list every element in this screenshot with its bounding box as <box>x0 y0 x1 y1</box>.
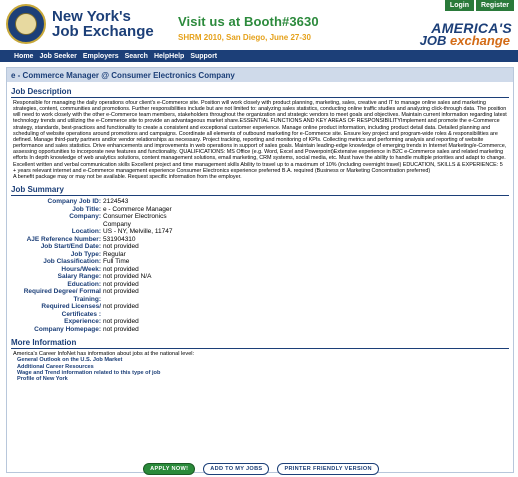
register-link[interactable]: Register <box>476 0 514 11</box>
summary-row: Experience: not provided <box>64 318 139 326</box>
add-to-my-jobs-button[interactable]: ADD TO MY JOBS <box>203 463 269 475</box>
summary-row: Required Degree/ Formal Training: not provided <box>23 288 139 303</box>
summary-row: Company Homepage: not provided <box>34 325 139 333</box>
summary-row: Job Start/End Date: not provided <box>40 243 139 251</box>
more-info <box>7 351 513 382</box>
americas-job-exchange-logo[interactable] <box>392 20 512 46</box>
job-title: e - Commerce Manager @ Consumer Electronics Company <box>11 70 235 80</box>
summary-row: Job Type: Regular <box>70 250 126 258</box>
nav-search[interactable]: Search <box>124 52 148 60</box>
site-header <box>0 0 518 50</box>
partner-logo-top: AMERICA'S <box>431 20 512 36</box>
nav-support[interactable]: Support <box>190 52 218 60</box>
summary-row: AJE Reference Number: 531904310 <box>26 235 136 243</box>
brand-line1: New York's <box>52 8 131 25</box>
printer-friendly-button[interactable]: PRINTER FRIENDLY VERSION <box>277 463 378 475</box>
ny-state-seal-icon <box>6 4 46 44</box>
nav-help[interactable]: HelpHelp <box>153 52 185 60</box>
divider <box>11 348 509 349</box>
login-bar <box>445 0 514 11</box>
link-wage-trend[interactable]: Wage and Trend information related to this type of job <box>17 369 161 376</box>
promo-title[interactable]: Visit us at Booth#3630 <box>178 14 319 29</box>
nav-job-seeker[interactable]: Job Seeker <box>39 52 77 60</box>
summary-row: Education: not provided <box>67 280 139 288</box>
description-heading: Job Description <box>11 87 72 96</box>
job-summary-table <box>11 198 187 333</box>
summary-row: Required Licenses/ Certificates : not provided <box>41 303 139 318</box>
summary-row: Hours/Week: not provided <box>61 265 139 273</box>
link-general-outlook[interactable]: General Outlook on the U.S. Job Market <box>17 357 123 364</box>
apply-now-button[interactable]: APPLY NOW! <box>143 463 195 475</box>
summary-row: Company Job ID: 2124543 <box>47 198 129 206</box>
summary-row: Job Classification: Full Time <box>43 258 130 266</box>
summary-row: Company: Consumer Electronics Company <box>69 213 167 228</box>
description-text: Responsible for managing the daily operations ofour client's e-Commerce site. Position will work closely with product planning, marketing, sales, creative and IT to manage online sales and marketing strategies, content, communities and promotions. Further responsibilities include but are not limited to: analyzing sales statistics, conducting online traffic studies and analyzing click-through data. The position will need to work closely with the other e-Commerce team members, stakeholders throughout the organization and strategic vendors to meet goals and objectives. Maintain current information regarding latest technology trends and utilizing the e-Commerce site to provide an advantageous market share.ESSENTIAL FUNCTIONS AND KEY AREAS OF RESPONSIBILITYImplement and promote the e-Commerce strategy, standards, best-practices and functionality to create a consistent and exceptional customer experience. Manage online product information, including product detail data. Detailed planning and scheduling of website operations around promotions and campaigns. Coordinate all elements of outbound marketing for e-Commerce site. Ensure key project and program-wide roles & responsibilities are defined. Manage third-party partners and/or vendor relationships as necessary. Project tracking, reporting and monitoring of KPIs. Collecting metrics and performing analysis and reporting of website performance and sales statistics. Drive enhancements and improvements in web operations in support of sales goals. Maintain leading-edge knowledge of emerging trends in Internet Marketing/e-Commerce, assessing opportunities to incorporate new features and functionality. QUALIFICATIONS: MS Office (e.g. Word, Excel and Powerpoint)Extensive experience in B2C e-Commerce sales and related marketing efforts In depth knowledge of web analytics solutions, content management solutions, email marketing, CRM systems, social media, etc. Must have the ability to handle multiple priorities and adapt to change. Excellent written and verbal communication skills Excellent project and time management skills Ability to travel up to a maximum of 10% (including overnight travel) EDUCATION, SKILLS & EXPERIENCE: 5 + years relevant internet and e-Commerce management experience Consumer Electronics experience preferred B.A. required (Business or Marketing Concentration preferred) <box>13 100 507 174</box>
benefit-note: A benefit package may or may not be available. Request specific information from the employer. <box>13 173 242 180</box>
link-profile-ny[interactable]: Profile of New York <box>17 376 68 383</box>
action-buttons <box>7 463 515 475</box>
more-info-heading: More Information <box>11 338 77 348</box>
login-link[interactable]: Login <box>445 0 474 11</box>
job-title-bar <box>7 68 513 82</box>
job-description <box>7 100 513 180</box>
summary-row: Location: US - NY, Melville, 11747 <box>71 228 173 236</box>
job-posting-panel <box>6 67 514 473</box>
site-logo[interactable] <box>52 9 154 39</box>
summary-heading: Job Summary <box>11 185 64 195</box>
link-career-resources[interactable]: Additional Career Resources <box>17 363 94 370</box>
more-info-intro: America's Career InfoNet has information about jobs at the national level: <box>13 351 195 358</box>
summary-row: Salary Range: not provided N/A <box>57 273 152 281</box>
summary-row: Job Title: e - Commerce Manager <box>72 205 172 213</box>
partner-logo-bottom: JOB exchange <box>419 33 510 48</box>
main-nav <box>0 50 518 62</box>
divider <box>11 195 509 196</box>
brand-line2: Job Exchange <box>52 23 154 40</box>
nav-employers[interactable]: Employers <box>82 52 119 60</box>
promo-subtitle: SHRM 2010, San Diego, June 27-30 <box>178 33 311 42</box>
divider <box>11 97 509 98</box>
nav-home[interactable]: Home <box>14 52 34 60</box>
